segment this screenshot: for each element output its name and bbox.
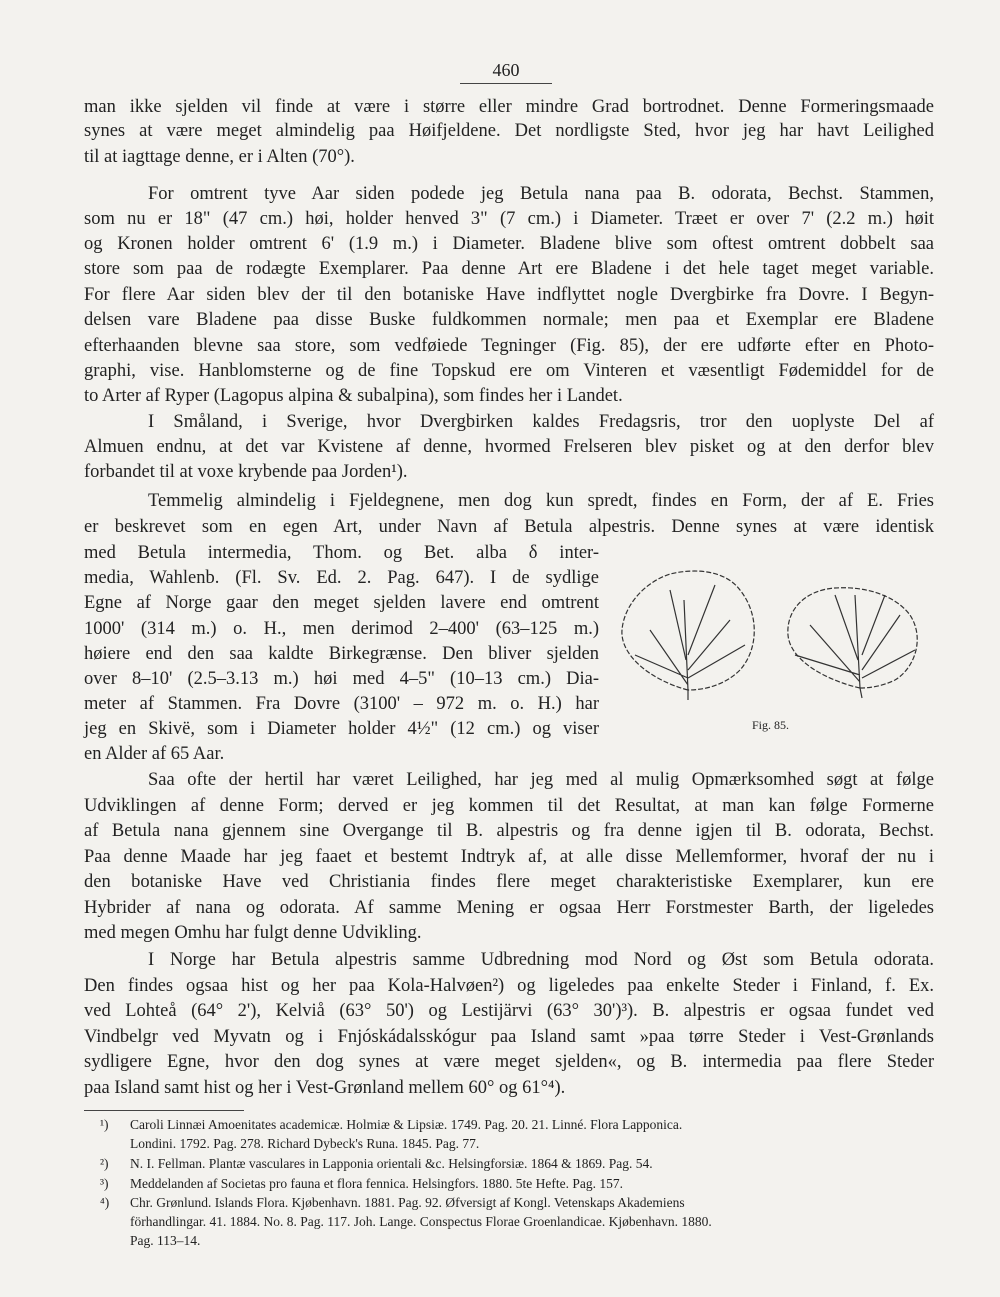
text-line: Paa denne Maade har jeg faaet et bestemt Indtryk af, at alle disse Mellemformer, hvoraf der nu i	[84, 847, 934, 867]
text-line: Vindbelgr ved Myvatn og i Fnjóskádalsskógur paa Island samt »paa tørre Steder i Vest-Grønlands	[84, 1027, 934, 1047]
footnote-mark: ³)	[100, 1176, 109, 1191]
text-line: delsen vare Bladene paa disse Buske fuldkommen normale; men paa et Exemplar ere Bladene	[84, 310, 934, 330]
text-line: media, Wahlenb. (Fl. Sv. Ed. 2. Pag. 647). I de sydlige	[84, 568, 599, 588]
text-line: I Norge har Betula alpestris samme Udbredning mod Nord og Øst som Betula odorata.	[148, 950, 934, 970]
text-line: synes at være meget almindelig paa Høifjeldene. Det nordligste Sted, hvor jeg har havt Leilighed	[84, 121, 934, 141]
text-line: Saa ofte der hertil har været Leilighed, har jeg med al mulig Opmærksomhed søgt at følge	[148, 770, 934, 790]
footnote-line: förhandlingar. 41. 1884. No. 8. Pag. 117. Joh. Lange. Conspectus Florae Groenlandicae. Kjøbenhavn. 1880.	[130, 1214, 712, 1229]
text-line: til at iagttage denne, er i Alten (70°).	[84, 147, 355, 167]
text-line: Almuen endnu, at det var Kvistene af denne, hvormed Frelseren blev pisket og at den derfor blev	[84, 437, 934, 457]
figure-caption: Fig. 85.	[752, 718, 790, 732]
text-line: 1000' (314 m.) o. H., men derimod 2–400' (63–125 m.)	[84, 619, 599, 639]
text-line: med megen Omhu har fulgt denne Udvikling.	[84, 923, 422, 943]
leaf-right-drawing	[788, 588, 917, 698]
footnote-line: Caroli Linnæi Amoenitates academicæ. Holmiæ & Lipsiæ. 1749. Pag. 20. 21. Linné. Flora Lapponica.	[130, 1117, 683, 1132]
footnote-mark: ⁴)	[100, 1195, 110, 1210]
footnote-line: Meddelanden af Societas pro fauna et flora fennica. Helsingfors. 1880. 5te Hefte. Pag. 157.	[130, 1176, 623, 1191]
text-line: store som paa de rodægte Exemplarer. Paa denne Art ere Bladene i det hele taget meget variable.	[84, 259, 934, 279]
text-line: og Kronen holder omtrent 6' (1.9 m.) i Diameter. Bladene blive som oftest omtrent dobbelt saa	[84, 234, 934, 254]
footnote-line: Chr. Grønlund. Islands Flora. Kjøbenhavn. 1881. Pag. 92. Øfversigt af Kongl. Vetenskaps Akademiens	[130, 1195, 685, 1210]
text-line: ved Lohteå (64° 2'), Kelviå (63° 50') og Lestijärvi (63° 30')³). B. alpestris er ogsaa fundet ved	[84, 1001, 934, 1021]
text-line: forbandet til at voxe krybende paa Jorden¹).	[84, 462, 408, 482]
text-line: jeg en Skivë, som i Diameter holder 4½" (12 cm.) og viser	[84, 719, 599, 739]
text-line: over 8–10' (2.5–3.13 m.) høi med 4–5" (10–13 cm.) Dia-	[84, 669, 599, 689]
leaf-left-drawing	[622, 571, 754, 700]
text-line: med Betula intermedia, Thom. og Bet. alba δ inter-	[84, 543, 599, 563]
text-line: graphi, vise. Hanblomsterne og de fine Topskud ere om Vinteren et væsentligt Fødemiddel for de	[84, 361, 934, 381]
text-line: paa Island samt hist og her i Vest-Grønland mellem 60° og 61°⁴).	[84, 1078, 566, 1098]
text-line: af Betula nana gjennem sine Overgange til B. alpestris og fra denne igjen til B. odorata, Bechst.	[84, 821, 934, 841]
text-line: Udviklingen af denne Form; derved er jeg kommen til det Resultat, at man kan følge Formerne	[84, 796, 934, 816]
footnote-line: N. I. Fellman. Plantæ vasculares in Lapponia orientali &c. Helsingforsiæ. 1864 & 1869. Pag. 54.	[130, 1156, 653, 1171]
text-line: I Småland, i Sverige, hvor Dvergbirken kaldes Fredagsris, tror den uoplyste Del af	[148, 412, 934, 432]
footnote-line: Pag. 113–14.	[130, 1233, 201, 1248]
text-line: meter af Stammen. Fra Dovre (3100' – 972 m. o. H.) har	[84, 694, 599, 714]
text-line: Hybrider af nana og odorata. Af samme Mening er ogsaa Herr Forstmester Barth, der ligeledes	[84, 898, 934, 918]
footnote-mark: ¹)	[100, 1117, 109, 1132]
text-line: efterhaanden blevne saa store, som vedføiede Tegninger (Fig. 85), der ere udførte efter en Photo-	[84, 336, 934, 356]
footnote-line: Londini. 1792. Pag. 278. Richard Dybeck's Runa. 1845. Pag. 77.	[130, 1136, 480, 1151]
text-line: høiere end den saa kaldte Birkegrænse. Den bliver sjelden	[84, 644, 599, 664]
text-line: For omtrent tyve Aar siden podede jeg Betula nana paa B. odorata, Bechst. Stammen,	[148, 184, 934, 204]
text-line: sydligere Egne, hvor den dog synes at være meget sjelden«, og B. intermedia paa flere Steder	[84, 1052, 934, 1072]
text-line: den botaniske Have ved Christiania findes flere meget charakteristiske Exemplarer, kun ere	[84, 872, 934, 892]
page-number: 460	[460, 60, 552, 84]
text-line: to Arter af Ryper (Lagopus alpina & subalpina), som findes her i Landet.	[84, 386, 623, 406]
text-line: som nu er 18" (47 cm.) høi, holder henved 3" (7 cm.) i Diameter. Træet er over 7' (2.2 m.) høit	[84, 209, 934, 229]
text-line: Den findes ogsaa hist og her paa Kola-Halvøen²) og ligeledes paa enkelte Steder i Finland, f. Ex.	[84, 976, 934, 996]
text-line: For flere Aar siden blev der til den botaniske Have indflyttet nogle Dvergbirke fra Dovre. I Begyn-	[84, 285, 934, 305]
text-line: Egne af Norge gaar den meget sjelden lavere end omtrent	[84, 593, 599, 613]
text-line: man ikke sjelden vil finde at være i større eller mindre Grad bortrodnet. Denne Formeringsmaade	[84, 97, 934, 117]
text-line: en Alder af 65 Aar.	[84, 744, 225, 764]
figure-leaves	[600, 560, 940, 740]
text-line: er beskrevet som en egen Art, under Navn af Betula alpestris. Denne synes at være identisk	[84, 517, 934, 537]
text-line: Temmelig almindelig i Fjeldegnene, men dog kun spredt, findes en Form, der af E. Fries	[148, 491, 934, 511]
footnote-rule	[84, 1110, 244, 1111]
footnote-mark: ²)	[100, 1156, 109, 1171]
